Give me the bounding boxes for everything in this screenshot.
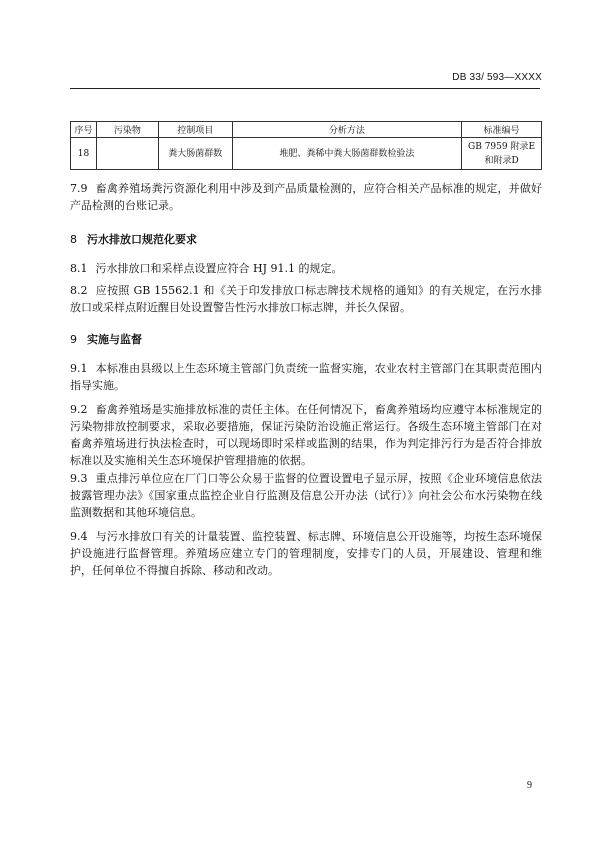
clause-number: 9.3 — [70, 472, 88, 485]
cell-standard-line1: GB 7959 附录E — [468, 141, 536, 152]
column-header: 序号 — [71, 122, 97, 138]
column-header: 标准编号 — [462, 122, 542, 138]
clause-text: 畜禽养殖场粪污资源化利用中涉及到产品质量检测的，应符合相关产品标准的规定，并做好产品检测的台账记录。 — [70, 182, 542, 212]
table-header-row — [71, 122, 542, 138]
clause-text: 污水排放口和采样点设置应符合 HJ 91.1 的规定。 — [95, 262, 343, 275]
standard-code: DB 33/ 593—XXXX — [452, 72, 542, 83]
clause-9-3 — [70, 470, 542, 521]
clause-9-1 — [70, 360, 542, 394]
table-row — [71, 138, 542, 170]
section-number: 9 — [70, 333, 77, 346]
pollutant-analysis-table — [70, 121, 542, 170]
clause-text: 与污水排放口有关的计量装置、监控装置、标志牌、环境信息公开设施等，均按生态环境保护设施进行监督管理。养殖场应建立专门的管理制度，安排专门的人员，开展建设、管理和维护，任何单位不得擅自拆除、移动和改动。 — [70, 530, 542, 577]
clause-number: 9.1 — [70, 362, 88, 375]
cell-standard — [462, 138, 542, 170]
clause-7-9 — [70, 180, 542, 214]
column-header: 污染物 — [96, 122, 158, 138]
clause-number: 9.2 — [70, 403, 88, 416]
column-header: 分析方法 — [232, 122, 461, 138]
section-heading-8 — [70, 231, 197, 247]
section-number: 8 — [70, 233, 77, 246]
clause-number: 8.1 — [70, 262, 88, 275]
section-title: 实施与监督 — [87, 333, 142, 346]
clause-8-2 — [70, 282, 542, 316]
clause-number: 8.2 — [70, 284, 88, 297]
clause-number: 7.9 — [70, 182, 88, 195]
clause-9-2 — [70, 401, 542, 469]
section-heading-9 — [70, 331, 142, 347]
clause-text: 重点排污单位应在厂门口等公众易于监督的位置设置电子显示屏，按照《企业环境信息依法披露管理办法》《国家重点监控企业自行监测及信息公开办法（试行）》向社会公布水污染物在线监测数据和其他环境信息。 — [70, 472, 542, 519]
clause-text: 应按照 GB 15562.1 和《关于印发排放口标志牌技术规格的通知》的有关规定，在污水排放口或采样点附近醒目处设置警告性污水排放口标志牌，并长久保留。 — [70, 284, 542, 314]
cell-item: 粪大肠菌群数 — [158, 138, 232, 170]
clause-9-4 — [70, 528, 542, 579]
cell-method: 堆肥、粪稀中粪大肠菌群数检验法 — [232, 138, 461, 170]
clause-8-1 — [70, 260, 542, 277]
column-header: 控制项目 — [158, 122, 232, 138]
clause-text: 本标准由县级以上生态环境主管部门负责统一监督实施，农业农村主管部门在其职责范围内指导实施。 — [70, 362, 542, 392]
clause-number: 9.4 — [70, 530, 88, 543]
header-rule — [70, 88, 540, 89]
section-title: 污水排放口规范化要求 — [87, 233, 197, 246]
cell-standard-line2: 和附录D — [484, 155, 519, 166]
page-number: 9 — [527, 780, 532, 791]
clause-text: 畜禽养殖场是实施排放标准的责任主体。在任何情况下，畜禽养殖场均应遵守本标准规定的污染物排放控制要求，采取必要措施，保证污染防治设施正常运行。各级生态环境主管部门在对畜禽养殖场进行执法检查时，可以现场即时采样或监测的结果，作为判定排污行为是否符合排放标准以及实施相关生态环境保护管理措施的依据。 — [70, 403, 542, 467]
cell-pollutant — [96, 138, 158, 170]
cell-no: 18 — [71, 138, 97, 170]
